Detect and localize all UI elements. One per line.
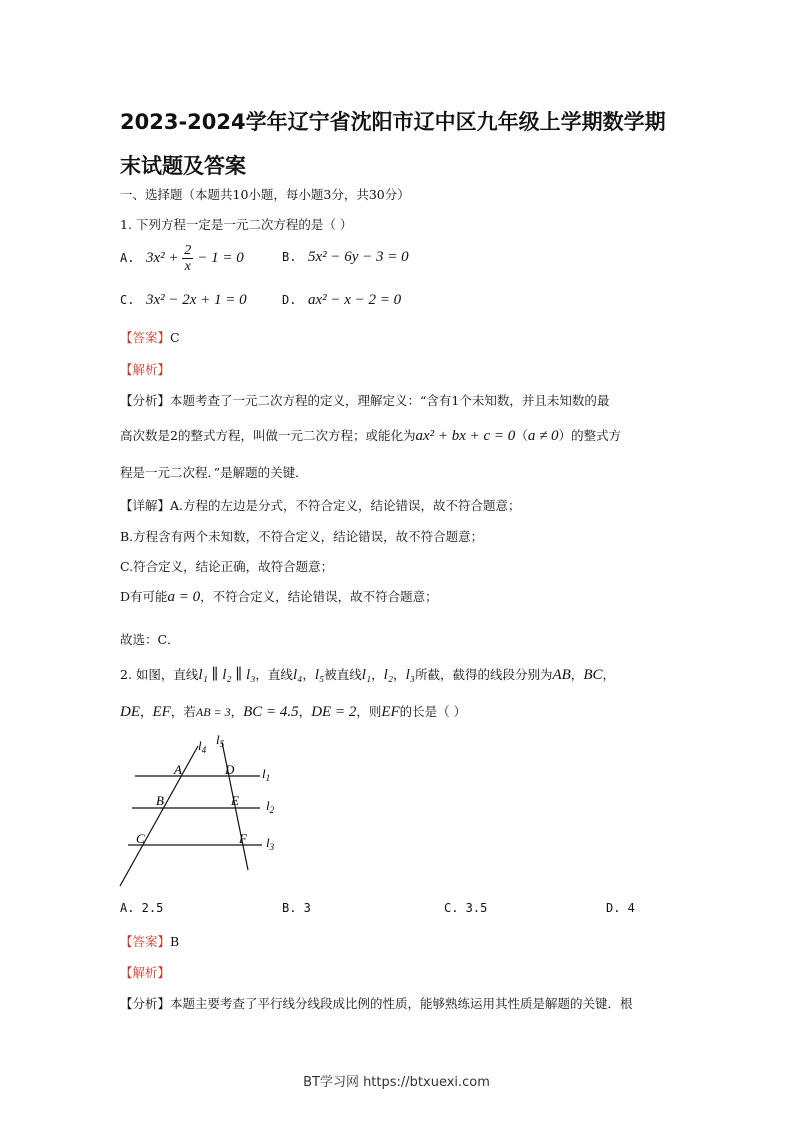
q1-option-b: B. 5x² − 6y − 3 = 0 bbox=[282, 249, 409, 265]
q1-analysis-tag: 【解析】 bbox=[120, 362, 171, 377]
q2-option-b: B. 3 bbox=[282, 901, 311, 915]
point-c: C bbox=[136, 831, 145, 846]
point-e: E bbox=[231, 793, 239, 808]
q2-analysis-tag: 【解析】 bbox=[120, 965, 171, 980]
point-b: B bbox=[156, 793, 164, 808]
fraction: $\frac{2}{x}$ bbox=[184, 243, 192, 274]
q1-conclusion: 故选：C． bbox=[120, 632, 180, 647]
q1-stem: 1. 下列方程一定是一元二次方程的是（ ） bbox=[120, 217, 353, 232]
q2-option-a: A. 2.5 bbox=[120, 901, 164, 915]
q1-option-a: A. 3x² + $\frac{2}{x}$ − 1 = 0 bbox=[120, 243, 244, 274]
q2-stem-line2: DE，EF，若AB = 3，BC = 4.5，DE = 2，则EF的长是（ ） bbox=[120, 704, 467, 720]
q2-option-c: C. 3.5 bbox=[444, 901, 488, 915]
page-title: 2023-2024学年辽宁省沈阳市辽中区九年级上学期数学期末试题及答案 bbox=[120, 110, 666, 178]
label-l2: $l_2$ bbox=[266, 798, 275, 815]
section-heading: 一、选择题（本题共10小题，每小题3分，共30分） bbox=[120, 187, 410, 202]
label-l3: $l_3$ bbox=[266, 835, 275, 852]
q2-option-d: D. 4 bbox=[606, 901, 635, 915]
q1-fenxi-line3: 程是一元二次程．”是解题的关键． bbox=[120, 465, 308, 480]
q2-answer: 【答案】B bbox=[120, 934, 180, 949]
point-d: D bbox=[225, 762, 235, 777]
q1-option-d: D. ax² − x − 2 = 0 bbox=[282, 292, 402, 308]
line-l4 bbox=[120, 746, 198, 886]
point-f: F bbox=[239, 831, 247, 846]
q2-stem-line1: 2. 如图，直线l₁ ∥ l₂ ∥ l₃，直线l₄，l₅被直线l₁，l₂，l₃所截，截得的线段分别为AB，BC， bbox=[120, 667, 615, 683]
q2-fenxi: 【分析】本题主要考查了平行线分线段成比例的性质，能够熟练运用其性质是解题的关键．根 bbox=[120, 996, 633, 1011]
label-l5: $l_5$ bbox=[216, 732, 225, 749]
parallel-lines-figure bbox=[110, 730, 290, 890]
q1-xiangjie-d: D有可能a = 0，不符合定义，结论错误，故不符合题意； bbox=[120, 589, 438, 605]
q1-xiangjie-c: C.符合定义，结论正确，故符合题意； bbox=[120, 559, 334, 574]
point-a: A bbox=[174, 762, 182, 777]
q1-answer: 【答案】C bbox=[120, 330, 180, 345]
q1-option-c: C. 3x² − 2x + 1 = 0 bbox=[120, 292, 247, 308]
q1-xiangjie-b: B.方程含有两个未知数，不符合定义，结论错误，故不符合题意； bbox=[120, 529, 484, 544]
label-l4: $l_4$ bbox=[198, 738, 207, 755]
page-footer: BT学习网 https://btxuexi.com bbox=[303, 1075, 490, 1090]
q1-fenxi-line1: 【分析】本题考查了一元二次方程的定义，理解定义：“含有1个未知数，并且未知数的最 bbox=[120, 393, 610, 408]
q1-fenxi-line2: 高次数是2的整式方程，叫做一元二次方程；或能化为ax² + bx + c = 0（a ≠ 0）的整式方 bbox=[120, 428, 622, 444]
q1-xiangjie-a: 【详解】A.方程的左边是分式，不符合定义，结论错误，故不符合题意； bbox=[120, 498, 521, 513]
label-l1: $l_1$ bbox=[262, 766, 271, 783]
